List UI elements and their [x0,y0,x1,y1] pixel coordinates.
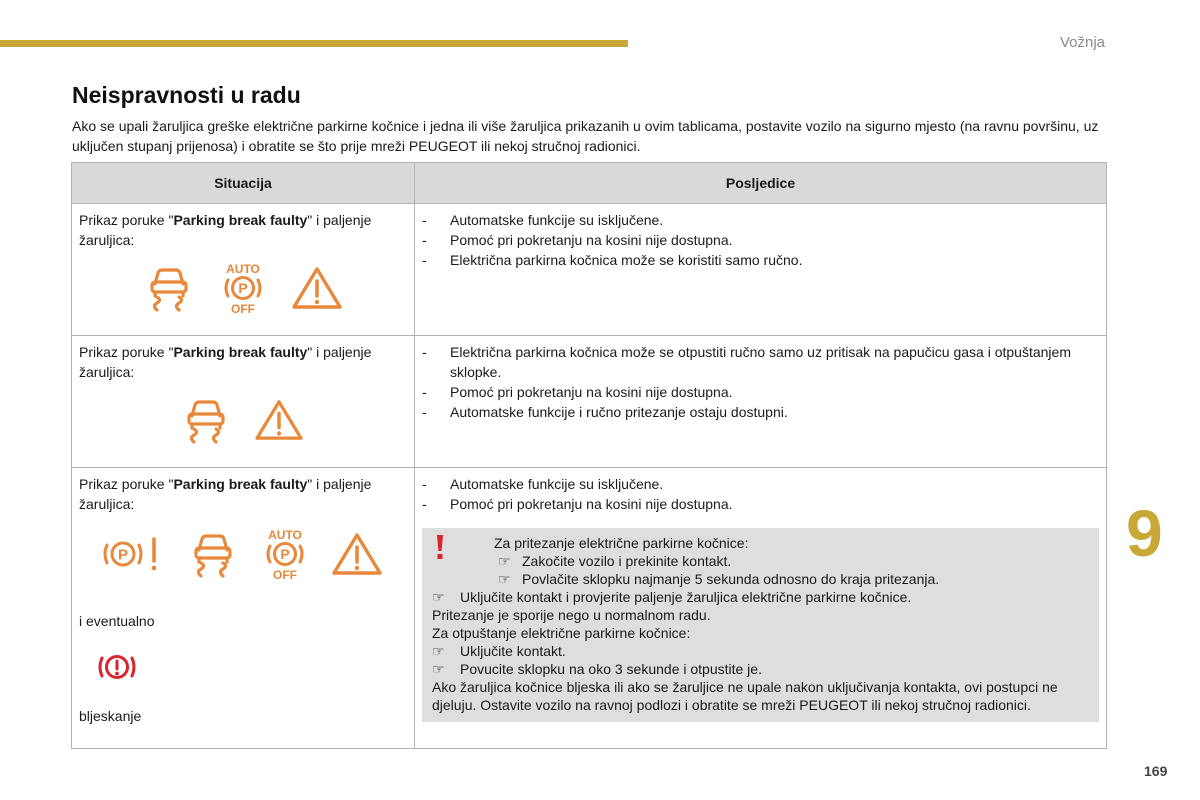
page-title: Neispravnosti u radu [72,82,301,108]
stability-control-icon [191,530,235,583]
red-brake-icon [97,651,407,688]
situation-text: Prikaz poruke "Parking break faulty" i paljenje žaruljica: [79,344,372,380]
flashing-label: bljeskanje [79,708,142,724]
header-situation: Situacija [72,163,415,204]
consequences-cell [415,204,1107,336]
pointing-hand-icon: ☞ [498,571,511,587]
pointing-hand-icon: ☞ [498,553,511,569]
eventually-label: i eventualno [79,613,155,629]
tighten-title: Za pritezanje električne parkirne kočnice: [494,535,749,551]
chapter-title: Vožnja [1059,34,1105,51]
page-number: 169 [1144,763,1168,779]
svg-text:P: P [280,546,290,562]
list-item: - Automatske funkcije i ručno pritezanje ostaju dostupni. [422,402,1099,422]
stability-control-icon [147,264,191,317]
pointing-hand-icon: ☞ [432,661,445,677]
list-item: - Električna parkirna kočnica može se otpustiti ručno samo uz pritisak na papučicu gasa i otpuštanjem sklopke. [422,342,1099,382]
warning-triangle-icon [254,398,304,447]
pointing-hand-icon: ☞ [432,643,445,659]
header-accent-bar [0,40,628,47]
svg-text:OFF: OFF [231,302,255,314]
release-step: ☞ Uključite kontakt. [432,643,566,659]
slower-text: Pritezanje je sporije nego u normalnom radu. [432,607,711,623]
table-header-row [72,163,1107,204]
consequences-list [422,210,1099,270]
warning-lamps [184,396,407,449]
message-text: Parking break faulty [173,212,308,228]
warning-triangle-icon [331,531,383,582]
situation-text: Prikaz poruke "Parking break faulty" i paljenje žaruljica: [79,476,372,512]
table-row [72,336,1107,468]
svg-text:P: P [117,546,129,564]
situation-cell [72,336,415,468]
header-consequences: Posljedice [415,163,1107,204]
message-text: Parking break faulty [173,344,308,360]
table-row [72,204,1107,336]
chapter-number: 9 [1126,496,1163,570]
warning-lamps [147,262,407,319]
brake-fault-icon [99,534,161,579]
warning-lamps [99,528,407,585]
stability-control-icon [184,396,228,449]
release-step: ☞ Povucite sklopku na oko 3 sekunde i otpustite je. [432,661,762,677]
warning-text: Ako žaruljica kočnice bljeska ili ako se žaruljice ne upale nakon uključivanja kontakta, ovi postupci ne djeluju. Ostavite vozilo na ravnoj podlozi i obratite se mreži PEUGEOT ili nekoj stručnoj radionici. [432,679,1058,713]
malfunction-table [71,162,1107,749]
instruction-note [422,528,1099,722]
tighten-step: ☞ Zakočite vozilo i prekinite kontakt. [498,553,732,569]
auto-p-off-icon [221,262,265,319]
svg-text:AUTO: AUTO [268,528,302,542]
consequences-list [422,474,1099,514]
pointing-hand-icon: ☞ [432,589,445,605]
list-item: - Automatske funkcije su isključene. [422,210,1099,230]
list-item: - Pomoć pri pokretanju na kosini nije dostupna. [422,494,1099,514]
consequences-list [422,342,1099,422]
warning-triangle-icon [291,265,343,316]
message-text: Parking break faulty [173,476,308,492]
situation-cell [72,204,415,336]
check-step: ☞ Uključite kontakt i provjerite paljenje žaruljica električne parkirne kočnice. [432,589,912,605]
situation-cell [72,468,415,749]
tighten-step: ☞ Povlačite sklopku najmanje 5 sekunda odnosno do kraja pritezanja. [498,571,940,587]
table-row [72,468,1107,749]
svg-text:P: P [238,280,248,296]
list-item: - Pomoć pri pokretanju na kosini nije dostupna. [422,230,1099,250]
release-title: Za otpuštanje električne parkirne kočnice: [432,625,691,641]
list-item: - Pomoć pri pokretanju na kosini nije dostupna. [422,382,1099,402]
intro-paragraph: Ako se upali žaruljica greške električne parkirne kočnice i jedna ili više žaruljica prikazanih u ovim tablicama, postavite vozilo na sigurno mjesto (na ravnu površinu, uz uključen stupanj prijenosa) i obratite se što prije mreži PEUGEOT ili nekoj stručnoj radionici. [72,118,1099,154]
list-item: - Automatske funkcije su isključene. [422,474,1099,494]
svg-text:OFF: OFF [273,568,297,580]
situation-text: Prikaz poruke "Parking break faulty" i paljenje žaruljica: [79,212,372,248]
svg-text:AUTO: AUTO [226,262,260,276]
consequences-cell [415,336,1107,468]
list-item: - Električna parkirna kočnica može se koristiti samo ručno. [422,250,1099,270]
consequences-cell [415,468,1107,749]
auto-p-off-icon [263,528,307,585]
